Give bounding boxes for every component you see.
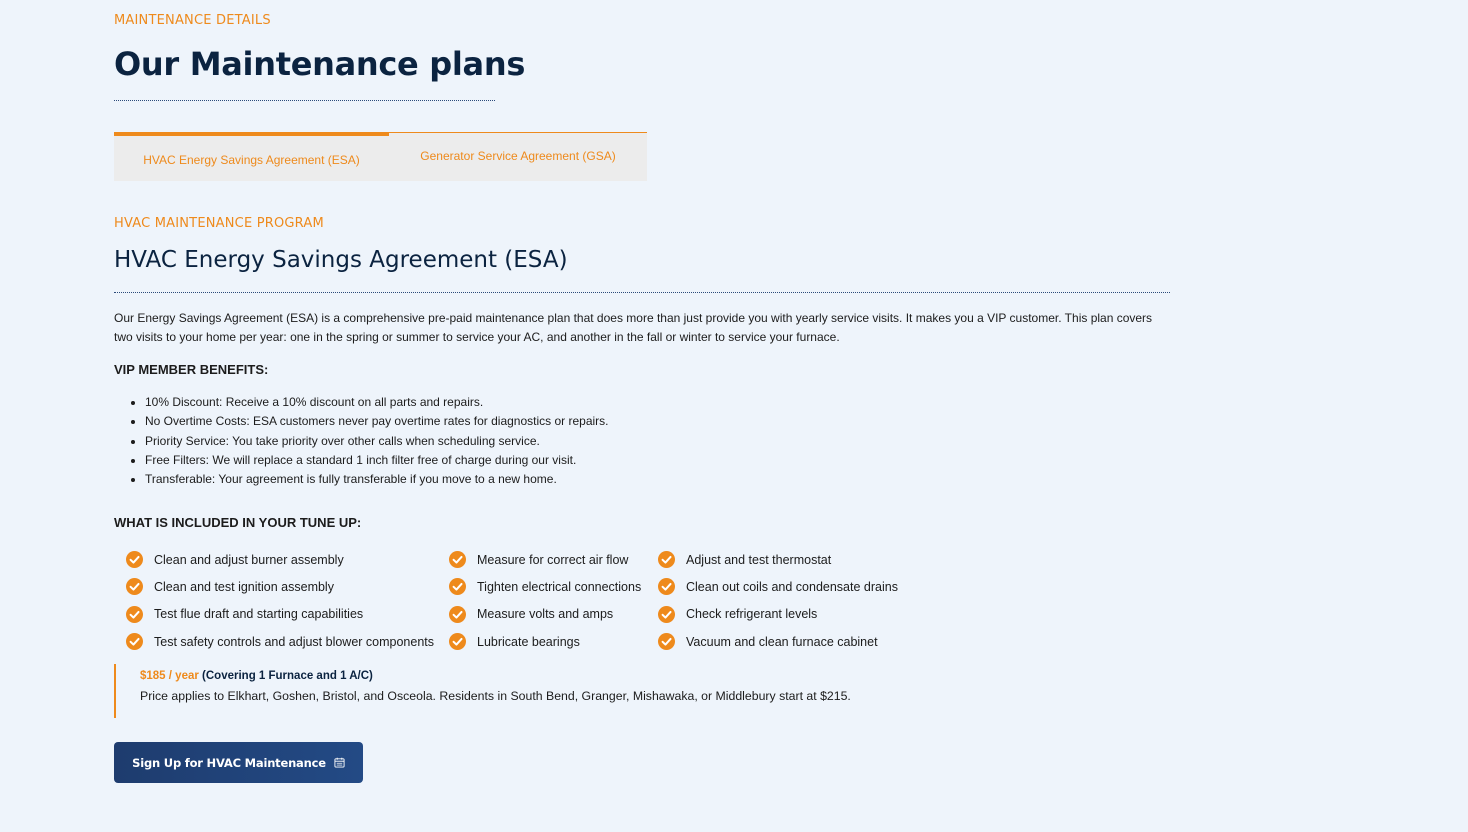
check-circle-icon <box>658 551 675 568</box>
included-item-label: Measure volts and amps <box>477 607 614 622</box>
included-item-label: Check refrigerant levels <box>686 607 818 622</box>
included-item <box>658 573 898 600</box>
section-eyebrow: MAINTENANCE DETAILS <box>114 13 271 28</box>
plan-tabs <box>114 132 647 181</box>
price-note: Price applies to Elkhart, Goshen, Bristol, and Osceola. Residents in South Bend, Granger, Mishawaka, or Middlebury start at $215. <box>140 689 851 703</box>
included-item-label: Clean and adjust burner assembly <box>154 552 344 567</box>
benefit-item: • Free Filters: We will replace a standard 1 inch filter free of charge during our visit. <box>145 451 609 470</box>
check-circle-icon <box>658 606 675 623</box>
included-item-label: Tighten electrical connections <box>477 579 642 594</box>
check-circle-icon <box>449 606 466 623</box>
included-item-label: Test flue draft and starting capabilities <box>154 607 364 622</box>
price-coverage: (Covering 1 Furnace and 1 A/C) <box>202 670 373 682</box>
program-title: HVAC Energy Savings Agreement (ESA) <box>114 247 568 273</box>
price-line <box>140 670 373 682</box>
price-callout <box>114 664 1014 718</box>
included-column-2 <box>449 546 641 655</box>
benefit-item: • Priority Service: You take priority over other calls when scheduling service. <box>145 432 609 451</box>
check-circle-icon <box>126 578 143 595</box>
check-circle-icon <box>126 551 143 568</box>
included-item <box>658 601 898 628</box>
included-item-label: Clean out coils and condensate drains <box>686 579 898 594</box>
program-eyebrow: HVAC MAINTENANCE PROGRAM <box>114 216 324 231</box>
included-item <box>449 573 641 600</box>
check-circle-icon <box>126 606 143 623</box>
check-circle-icon <box>449 551 466 568</box>
page-title: Our Maintenance plans <box>114 45 526 83</box>
included-heading: WHAT IS INCLUDED IN YOUR TUNE UP: <box>114 515 362 530</box>
included-item <box>449 628 641 655</box>
check-circle-icon <box>449 633 466 650</box>
included-item-label: Clean and test ignition assembly <box>154 579 334 594</box>
benefit-item: • No Overtime Costs: ESA customers never pay overtime rates for diagnostics or repairs. <box>145 412 609 431</box>
included-item <box>126 628 434 655</box>
included-item-label: Lubricate bearings <box>477 634 580 649</box>
included-column-3 <box>658 546 898 655</box>
included-item-label: Vacuum and clean furnace cabinet <box>686 634 878 649</box>
included-item <box>126 573 434 600</box>
check-circle-icon <box>449 578 466 595</box>
title-divider <box>114 100 495 101</box>
included-item <box>126 546 434 573</box>
included-item-label: Adjust and test thermostat <box>686 552 832 567</box>
benefit-item: • 10% Discount: Receive a 10% discount on all parts and repairs. <box>145 393 609 412</box>
signup-button-label: Sign Up for HVAC Maintenance <box>132 755 326 770</box>
included-item <box>126 601 434 628</box>
included-item-label: Measure for correct air flow <box>477 552 629 567</box>
price-amount: $185 / year <box>140 670 199 682</box>
tab-generator-gsa[interactable]: Generator Service Agreement (GSA) <box>389 132 647 181</box>
included-item <box>449 601 641 628</box>
check-circle-icon <box>658 578 675 595</box>
included-item <box>658 546 898 573</box>
check-circle-icon <box>658 633 675 650</box>
tab-hvac-esa[interactable]: HVAC Energy Savings Agreement (ESA) <box>114 132 389 181</box>
signup-hvac-button[interactable] <box>114 742 363 783</box>
program-intro: Our Energy Savings Agreement (ESA) is a comprehensive pre-paid maintenance plan that does more than just provide you with yearly service visits. It makes you a VIP customer. This plan covers two visits to your home per year: one in the spring or summer to service your AC, and another in the fall or winter to service your furnace. <box>114 311 1153 344</box>
included-item <box>449 546 641 573</box>
included-item <box>658 628 898 655</box>
check-circle-icon <box>126 633 143 650</box>
included-column-1 <box>126 546 434 655</box>
benefits-list <box>114 393 609 489</box>
included-item-label: Test safety controls and adjust blower components <box>154 634 435 649</box>
calendar-icon <box>334 757 345 768</box>
program-divider <box>114 292 1170 293</box>
benefit-item: • Transferable: Your agreement is fully transferable if you move to a new home. <box>145 470 609 489</box>
benefits-heading: VIP MEMBER BENEFITS: <box>114 362 269 377</box>
